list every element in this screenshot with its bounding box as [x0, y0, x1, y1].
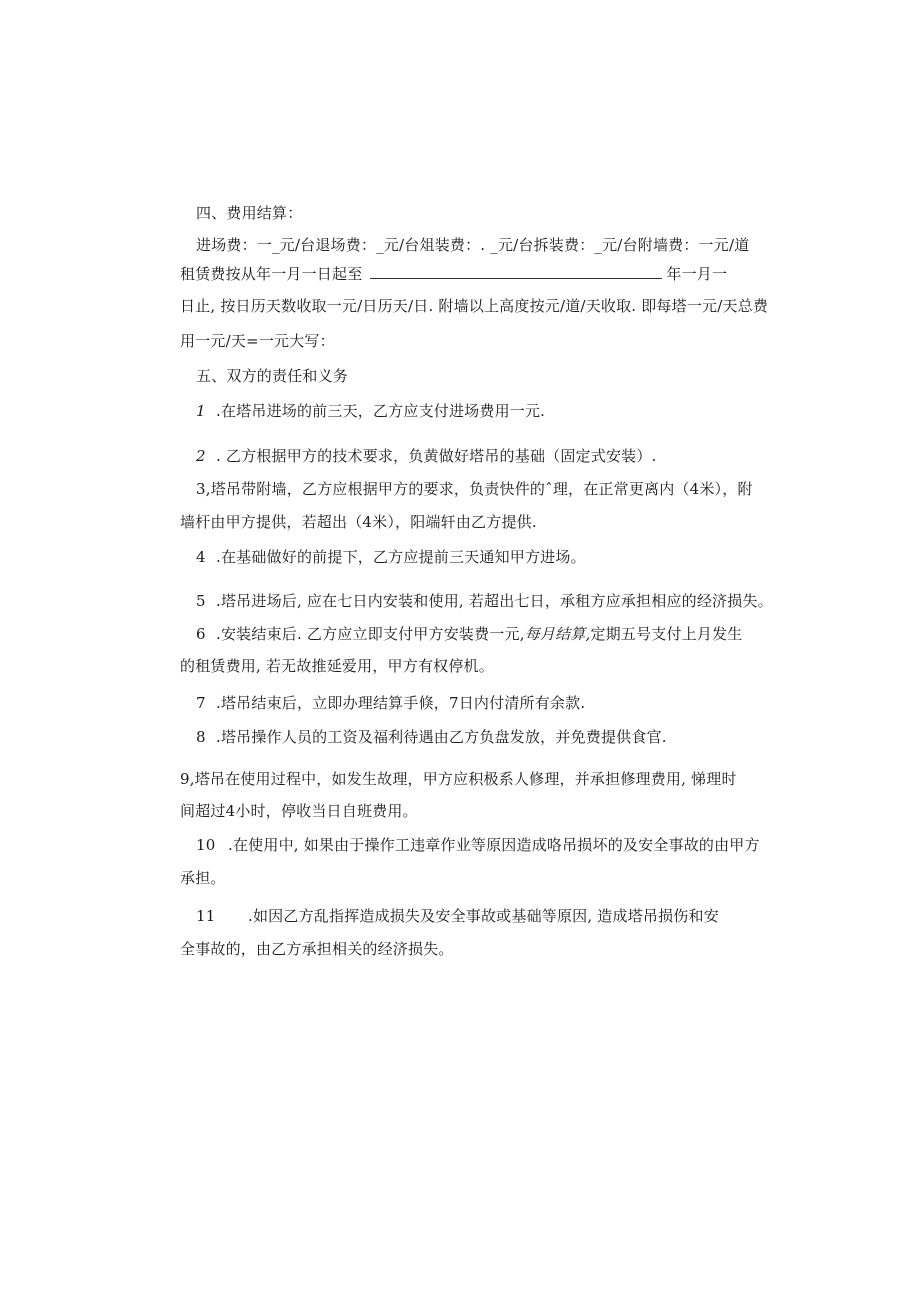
fee-line-4: 用一元/天=一元大写： [180, 332, 335, 350]
item-number: 11 [196, 907, 216, 925]
list-item-continuation: 墙杆由甲方提供，若超出（4米），阳端轩由乙方提供. [180, 513, 537, 531]
list-item-continuation: 间超过4小时，停收当日自班费用。 [180, 802, 418, 820]
list-item: 3,塔吊带附墙，乙方应根据甲方的要求，负责快件的ˆ理，在正常更离内（4米），附 [196, 480, 753, 498]
fee-line-2-end: 年一月一 [666, 265, 728, 283]
list-item [196, 547, 586, 567]
list-item [196, 401, 545, 421]
item-text: .在塔吊进场的前三天，乙方应支付进场费用一元. [216, 402, 546, 420]
item-text: .塔吊进场后, 应在七日内安装和使用, 若超出七日，承租方应承担相应的经济损失。 [216, 592, 773, 610]
list-item [196, 835, 760, 855]
item-number: 2 [196, 447, 206, 465]
item-text: .塔吊操作人员的工资及福利待遇由乙方负盘发放，并免费提供食官. [216, 728, 667, 746]
item-text: .如因乙方乱指挥造成损失及安全事故或基础等原因, 造成塔吊损伤和安 [248, 907, 719, 925]
duty-heading: 五、双方的责任和义务 [196, 367, 349, 385]
fill-in-blank [370, 265, 662, 279]
list-item [196, 727, 667, 747]
list-item [196, 906, 719, 926]
list-item-continuation: 承担。 [180, 869, 226, 887]
fee-line-2-start: 租赁费按从年一月一日起至 [180, 265, 363, 283]
item-number: 1 [196, 402, 206, 420]
item-number: 10 [196, 836, 216, 854]
item-number: 5 [196, 592, 206, 610]
fee-line-2 [180, 264, 727, 284]
list-item-continuation: 全事故的，由乙方承担相关的经济损失。 [180, 940, 454, 958]
item-text-emphasis: 每月结算, [524, 625, 591, 643]
fee-line-1: 进场费：一_元/台退场费：_元/台俎装费：. _元/台拆装费：_元/台附墙费：一元/道 [196, 236, 750, 254]
item-number: 7 [196, 694, 206, 712]
item-number: 6 [196, 625, 206, 643]
item-text-c: 定期五号支付上月发生 [590, 625, 743, 643]
fee-line-3: 日止, 按日历天数收取一元/日历天/日. 附墙以上高度按元/道/天收取. 即每塔一元/天总费 [180, 297, 769, 315]
list-item [196, 446, 657, 466]
item-text: .在基础做好的前提下，乙方应提前三天通知甲方进场。 [216, 548, 586, 566]
list-item-continuation: 的租赁费用, 若无故推延爱用，甲方有权停机。 [180, 657, 494, 675]
item-number: 8 [196, 728, 206, 746]
item-number: 4 [196, 548, 206, 566]
item-text-a: .安装结束后. 乙方应立即支付甲方安装费一元, [216, 625, 525, 643]
item-text: . 乙方根据甲方的技术要求，负黄做好塔吊的基础（固定式安装）. [216, 447, 657, 465]
list-item [196, 591, 773, 611]
list-item [196, 693, 585, 713]
item-text: .塔吊结束后，立即办理结算手倏，7日内付清所有余款. [216, 694, 586, 712]
list-item [196, 624, 742, 644]
fee-heading: 四、费用结算： [196, 204, 303, 222]
list-item: 9,塔吊在使用过程中，如发生故理，甲方应积极系人修理，并承担修理费用, 悌理时 [180, 770, 737, 788]
item-text: .在使用中, 如果由于操作工违章作业等原因造成咯吊损坏的及安全事故的由甲方 [228, 836, 760, 854]
